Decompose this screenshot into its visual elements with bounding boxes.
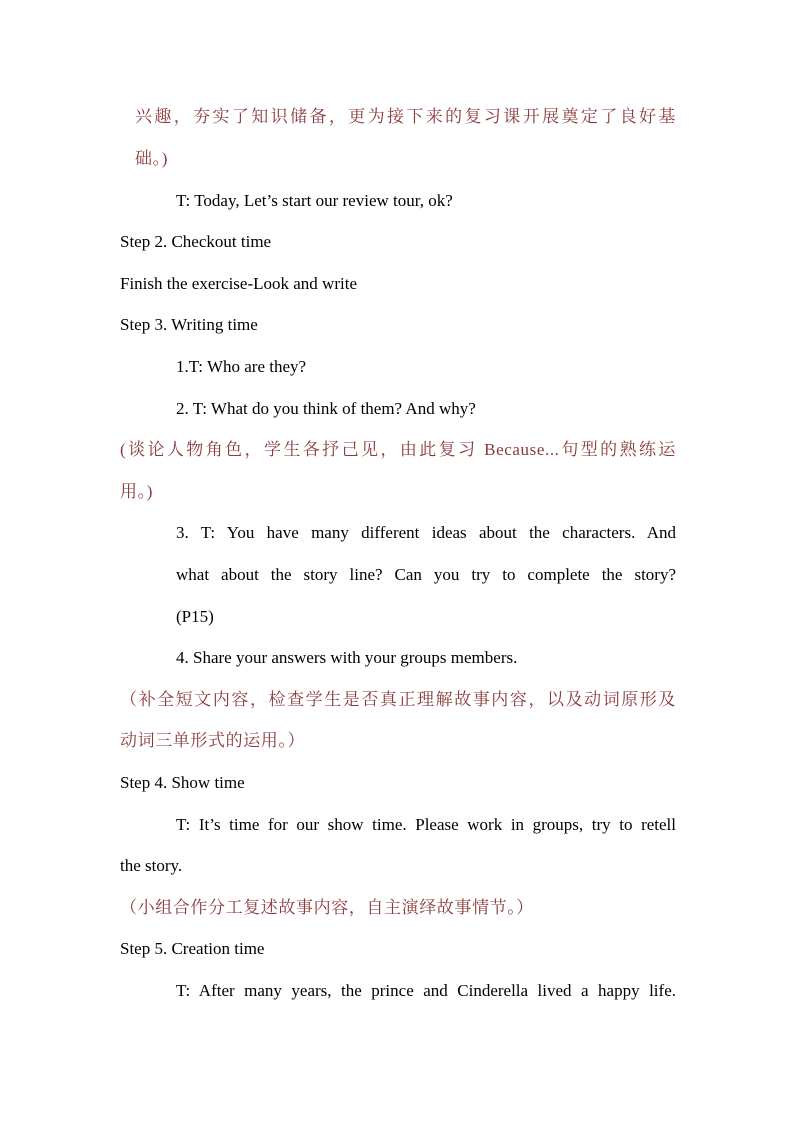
dialogue-line: 3. T: You have many different ideas about the characters. And — [176, 523, 676, 542]
dialogue-line: (P15) — [176, 607, 214, 626]
dialogue-line: T: It’s time for our show time. Please work in groups, try to retell — [176, 815, 676, 834]
dialogue-line: what about the story line? Can you try to complete the story? — [176, 565, 676, 584]
note-line: （小组合作分工复述故事内容，自主演绎故事情节。） — [120, 898, 534, 917]
step-heading: Step 4. Show time — [120, 773, 245, 792]
body-line: the story. — [120, 856, 183, 875]
dialogue-line: 4. Share your answers with your groups members. — [176, 648, 518, 667]
step-heading: Step 2. Checkout time — [120, 232, 272, 251]
dialogue-line: T: Today, Let’s start our review tour, ok? — [176, 191, 453, 210]
note-line: 动词三单形式的运用。） — [120, 731, 306, 750]
note-line: 用。) — [120, 482, 153, 501]
note-line: （补全短文内容，检查学生是否真正理解故事内容，以及动词原形及 — [120, 690, 676, 709]
dialogue-line: T: After many years, the prince and Cinderella lived a happy life. — [176, 981, 676, 1000]
note-line: 兴趣，夯实了知识储备，更为接下来的复习课开展奠定了良好基 — [135, 107, 676, 126]
note-line: (谈论人物角色，学生各抒己见，由此复习 Because...句型的熟练运 — [120, 440, 676, 459]
step-heading: Step 5. Creation time — [120, 939, 265, 958]
body-line: Finish the exercise-Look and write — [120, 274, 357, 293]
note-line: 础。) — [135, 149, 168, 168]
step-heading: Step 3. Writing time — [120, 315, 258, 334]
dialogue-line: 2. T: What do you think of them? And why? — [176, 399, 476, 418]
dialogue-line: 1.T: Who are they? — [176, 357, 307, 376]
